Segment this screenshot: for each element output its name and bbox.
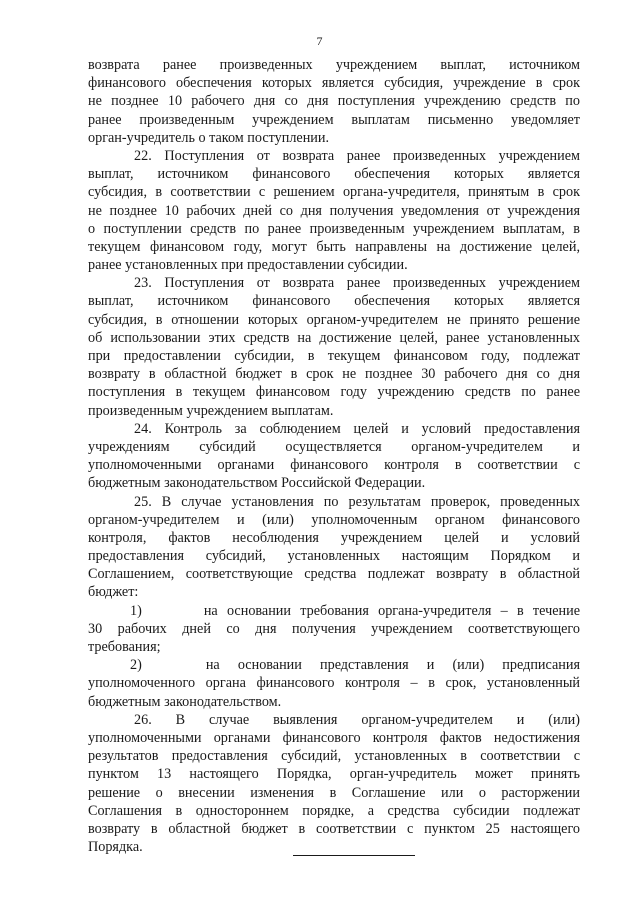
- text-line: требования;: [88, 639, 161, 655]
- paragraph-23-first-line: 23. Поступления от возврата ранее произведенных учреждением: [134, 275, 580, 292]
- text-line: результатов предоставления субсидий, установленных в соответствии с: [88, 748, 580, 765]
- list-item-1: [88, 602, 580, 620]
- text-line: уполномоченными органами финансового контроля фактов недостижения: [88, 729, 580, 746]
- document-body: [88, 56, 580, 856]
- text-line: субсидия, в соответствии с решением органа-учредителя, принятым в срок: [88, 184, 580, 201]
- list-item-text: на основании требования органа-учредителя – в течение: [203, 602, 580, 619]
- text-line: бюджетным законодательством Российской Федерации.: [88, 475, 426, 492]
- text-line: орган-учредитель о таком поступлении.: [88, 129, 330, 146]
- text-line: уполномоченными органами финансового контроля в соответствии с: [88, 457, 580, 474]
- text-line: возврату в областной бюджет в соответствии с пунктом 25 настоящего: [88, 820, 580, 837]
- paragraph-22-first-line: 22. Поступления от возврата ранее произведенных учреждением: [134, 147, 580, 164]
- text-line: финансового обеспечения которых является субсидия, учреждение в срок: [88, 75, 580, 92]
- text-line: произведенным учреждением выплатам.: [88, 402, 334, 419]
- text-line: возврату в областной бюджет в срок не позднее 30 рабочего дня со дня: [88, 366, 580, 383]
- list-item-2: [88, 656, 580, 674]
- list-item-text: на основании представления и (или) предписания: [205, 657, 580, 674]
- text-line: Соглашением, соответствующие средства подлежат возврату в областной: [88, 566, 580, 583]
- text-line: ранее установленных при предоставлении субсидии.: [88, 257, 408, 274]
- paragraph-24-first-line: 24. Контроль за соблюдением целей и условий предоставления: [134, 420, 580, 437]
- text-line: поступления в текущем финансовом году учреждению средств по ранее: [88, 384, 580, 401]
- text-line: текущем финансовом году, могут быть направлены на достижение целей,: [88, 238, 580, 255]
- text-line: решение о внесении изменения в Соглашение или о расторжении: [88, 784, 580, 801]
- end-of-document-rule: [293, 855, 415, 856]
- text-line: учреждениям субсидий осуществляется органом-учредителем и: [88, 438, 580, 455]
- text-line: органом-учредителем и (или) уполномоченным органом финансового: [88, 511, 580, 528]
- text-line: возврата ранее произведенных учреждением выплат, источником: [88, 57, 580, 73]
- text-line: контроля, фактов несоблюдения учреждением целей и условий: [88, 529, 580, 546]
- text-line: выплат, источником финансового обеспечения которых является: [88, 293, 580, 310]
- list-marker: 1): [130, 602, 142, 619]
- text-line: 30 рабочих дней со дня получения учреждением соответствующего: [88, 620, 580, 637]
- text-line: при предоставлении субсидии, в текущем финансовом году, подлежат: [88, 348, 580, 364]
- page-number: 7: [316, 34, 323, 48]
- text-line: предоставления субсидий, установленных настоящим Порядком и: [88, 548, 580, 565]
- text-line: уполномоченного органа финансового контроля – в срок, установленный: [88, 675, 580, 692]
- text-line: не позднее 10 рабочего дня со дня поступления учреждению средств по: [88, 93, 580, 110]
- text-line: Соглашения в одностороннем порядке, а средства субсидии подлежат: [88, 802, 580, 819]
- text-line: о поступлении средств по ранее произведенным учреждением выплатам, в: [88, 220, 580, 237]
- text-line: ранее произведенным учреждением выплатам письменно уведомляет: [88, 111, 580, 128]
- paragraph-25-first-line: 25. В случае установления по результатам проверок, проведенных: [134, 493, 580, 510]
- text-line: субсидия, в отношении которых органом-учредителем не принято решение: [88, 311, 580, 328]
- paragraph-26-first-line: 26. В случае выявления органом-учредителем и (или): [134, 711, 580, 728]
- text-line: пунктом 13 настоящего Порядка, орган-учредитель может принять: [88, 766, 580, 783]
- text-line: не позднее 10 рабочих дней со дня получения уведомления от учреждения: [88, 202, 580, 219]
- text-line: Порядка.: [88, 839, 143, 856]
- text-line: об использовании этих средств на достижение целей, ранее установленных: [88, 329, 580, 346]
- text-line: выплат, источником финансового обеспечения которых является: [88, 166, 580, 183]
- text-line: бюджет:: [88, 584, 139, 601]
- list-marker: 2): [130, 657, 142, 674]
- text-line: бюджетным законодательством.: [88, 693, 282, 710]
